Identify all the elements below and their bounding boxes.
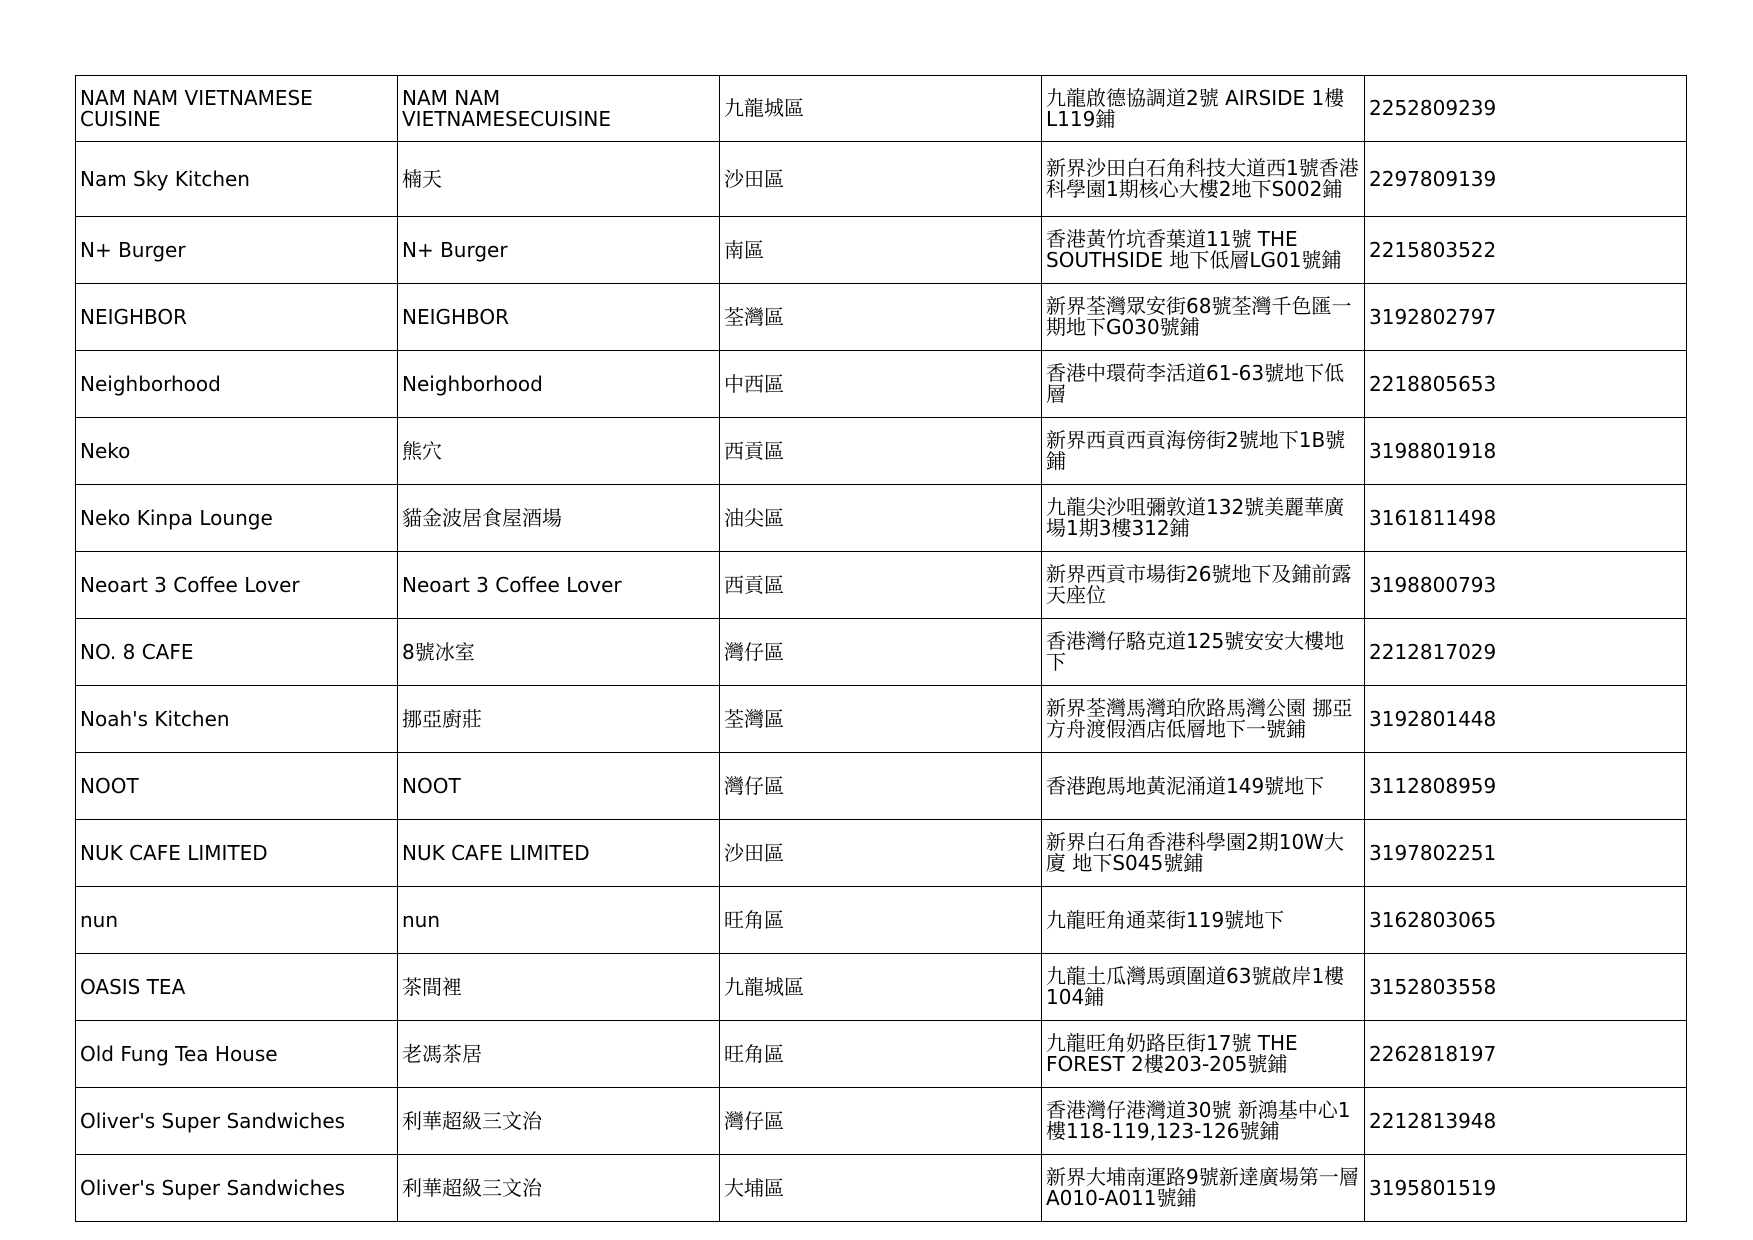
- district-cell: 西貢區: [720, 552, 1042, 619]
- chinese-name-cell: nun: [398, 887, 720, 954]
- licence-number-cell: 3198801918: [1365, 418, 1687, 485]
- address-cell: 新界荃灣眾安街68號荃灣千色匯一期地下G030號鋪: [1042, 284, 1365, 351]
- english-name-cell: OASIS TEA: [76, 954, 398, 1021]
- district-cell: 沙田區: [720, 820, 1042, 887]
- district-cell: 灣仔區: [720, 1088, 1042, 1155]
- licence-number-cell: 3195801519: [1365, 1155, 1687, 1222]
- restaurant-listing-table: [75, 75, 1687, 1222]
- english-name-cell: Nam Sky Kitchen: [76, 142, 398, 217]
- chinese-name-cell: Neoart 3 Coffee Lover: [398, 552, 720, 619]
- licence-number-cell: 2212813948: [1365, 1088, 1687, 1155]
- english-name-cell: NO. 8 CAFE: [76, 619, 398, 686]
- district-cell: 大埔區: [720, 1155, 1042, 1222]
- licence-number-cell: 3192801448: [1365, 686, 1687, 753]
- licence-number-cell: 2297809139: [1365, 142, 1687, 217]
- chinese-name-cell: Neighborhood: [398, 351, 720, 418]
- licence-number-cell: 2218805653: [1365, 351, 1687, 418]
- address-cell: 九龍土瓜灣馬頭圍道63號啟岸1樓104鋪: [1042, 954, 1365, 1021]
- table-row: [76, 619, 1687, 686]
- english-name-cell: Noah's Kitchen: [76, 686, 398, 753]
- address-cell: 九龍尖沙咀彌敦道132號美麗華廣場1期3樓312鋪: [1042, 485, 1365, 552]
- address-cell: 新界荃灣馬灣珀欣路馬灣公園 挪亞方舟渡假酒店低層地下一號鋪: [1042, 686, 1365, 753]
- table-row: [76, 485, 1687, 552]
- licence-number-cell: 3152803558: [1365, 954, 1687, 1021]
- address-cell: 九龍啟德協調道2號 AIRSIDE 1樓L119鋪: [1042, 76, 1365, 142]
- table-row: [76, 284, 1687, 351]
- address-cell: 香港灣仔駱克道125號安安大樓地下: [1042, 619, 1365, 686]
- address-cell: 九龍旺角通菜街119號地下: [1042, 887, 1365, 954]
- chinese-name-cell: 貓金波居食屋酒場: [398, 485, 720, 552]
- table-row: [76, 142, 1687, 217]
- english-name-cell: Neighborhood: [76, 351, 398, 418]
- table-row: [76, 552, 1687, 619]
- address-cell: 香港灣仔港灣道30號 新鴻基中心1樓118-119,123-126號鋪: [1042, 1088, 1365, 1155]
- english-name-cell: Oliver's Super Sandwiches: [76, 1155, 398, 1222]
- table-row: [76, 686, 1687, 753]
- english-name-cell: nun: [76, 887, 398, 954]
- english-name-cell: N+ Burger: [76, 217, 398, 284]
- chinese-name-cell: 楠天: [398, 142, 720, 217]
- english-name-cell: NUK CAFE LIMITED: [76, 820, 398, 887]
- table-row: [76, 76, 1687, 142]
- english-name-cell: NEIGHBOR: [76, 284, 398, 351]
- district-cell: 九龍城區: [720, 76, 1042, 142]
- district-cell: 中西區: [720, 351, 1042, 418]
- district-cell: 旺角區: [720, 887, 1042, 954]
- licence-number-cell: 2252809239: [1365, 76, 1687, 142]
- table-row: [76, 351, 1687, 418]
- table-body: [76, 76, 1687, 1222]
- address-cell: 新界白石角香港科學園2期10W大廈 地下S045號鋪: [1042, 820, 1365, 887]
- district-cell: 荃灣區: [720, 686, 1042, 753]
- chinese-name-cell: 利華超級三文治: [398, 1088, 720, 1155]
- table-row: [76, 1088, 1687, 1155]
- chinese-name-cell: N+ Burger: [398, 217, 720, 284]
- english-name-cell: Neko: [76, 418, 398, 485]
- chinese-name-cell: NAM NAM VIETNAMESECUISINE: [398, 76, 720, 142]
- chinese-name-cell: 挪亞廚莊: [398, 686, 720, 753]
- english-name-cell: Neko Kinpa Lounge: [76, 485, 398, 552]
- chinese-name-cell: NUK CAFE LIMITED: [398, 820, 720, 887]
- table-row: [76, 820, 1687, 887]
- address-cell: 九龍旺角奶路臣街17號 THE FOREST 2樓203-205號鋪: [1042, 1021, 1365, 1088]
- licence-number-cell: 3192802797: [1365, 284, 1687, 351]
- licence-number-cell: 3162803065: [1365, 887, 1687, 954]
- address-cell: 新界大埔南運路9號新達廣場第一層A010-A011號鋪: [1042, 1155, 1365, 1222]
- table-row: [76, 1021, 1687, 1088]
- licence-number-cell: 2212817029: [1365, 619, 1687, 686]
- district-cell: 油尖區: [720, 485, 1042, 552]
- district-cell: 灣仔區: [720, 753, 1042, 820]
- english-name-cell: Old Fung Tea House: [76, 1021, 398, 1088]
- chinese-name-cell: 茶間裡: [398, 954, 720, 1021]
- table-row: [76, 418, 1687, 485]
- licence-number-cell: 3112808959: [1365, 753, 1687, 820]
- district-cell: 荃灣區: [720, 284, 1042, 351]
- address-cell: 新界西貢西貢海傍街2號地下1B號鋪: [1042, 418, 1365, 485]
- table-row: [76, 217, 1687, 284]
- english-name-cell: NOOT: [76, 753, 398, 820]
- licence-number-cell: 3161811498: [1365, 485, 1687, 552]
- chinese-name-cell: 老馮茶居: [398, 1021, 720, 1088]
- address-cell: 香港黃竹坑香葉道11號 THE SOUTHSIDE 地下低層LG01號鋪: [1042, 217, 1365, 284]
- address-cell: 新界西貢市場街26號地下及鋪前露天座位: [1042, 552, 1365, 619]
- district-cell: 沙田區: [720, 142, 1042, 217]
- chinese-name-cell: 熊穴: [398, 418, 720, 485]
- english-name-cell: Oliver's Super Sandwiches: [76, 1088, 398, 1155]
- district-cell: 西貢區: [720, 418, 1042, 485]
- chinese-name-cell: 利華超級三文治: [398, 1155, 720, 1222]
- table-row: [76, 1155, 1687, 1222]
- district-cell: 九龍城區: [720, 954, 1042, 1021]
- licence-number-cell: 2262818197: [1365, 1021, 1687, 1088]
- chinese-name-cell: NEIGHBOR: [398, 284, 720, 351]
- table-row: [76, 887, 1687, 954]
- address-cell: 香港跑馬地黃泥涌道149號地下: [1042, 753, 1365, 820]
- chinese-name-cell: NOOT: [398, 753, 720, 820]
- licence-number-cell: 2215803522: [1365, 217, 1687, 284]
- licence-number-cell: 3197802251: [1365, 820, 1687, 887]
- table-row: [76, 753, 1687, 820]
- district-cell: 南區: [720, 217, 1042, 284]
- english-name-cell: NAM NAM VIETNAMESE CUISINE: [76, 76, 398, 142]
- district-cell: 旺角區: [720, 1021, 1042, 1088]
- table-row: [76, 954, 1687, 1021]
- licence-number-cell: 3198800793: [1365, 552, 1687, 619]
- address-cell: 香港中環荷李活道61-63號地下低層: [1042, 351, 1365, 418]
- english-name-cell: Neoart 3 Coffee Lover: [76, 552, 398, 619]
- address-cell: 新界沙田白石角科技大道西1號香港科學園1期核心大樓2地下S002鋪: [1042, 142, 1365, 217]
- chinese-name-cell: 8號冰室: [398, 619, 720, 686]
- district-cell: 灣仔區: [720, 619, 1042, 686]
